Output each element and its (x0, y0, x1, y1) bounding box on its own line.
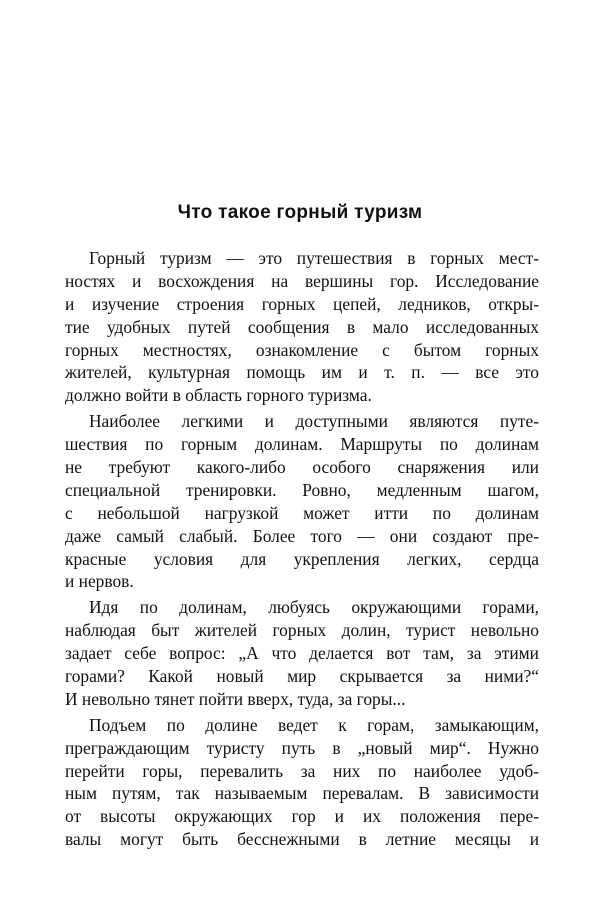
text-line: задает себе вопрос: „А что делается вот там, за этими (65, 643, 539, 664)
text-line: Подъем по долине ведет к горам, замыкающим, (89, 714, 539, 735)
paragraph-4 (65, 714, 539, 851)
text-line: должно войти в область горного туризма. (65, 385, 372, 406)
text-line: не требуют какого-либо особого снаряжения или (65, 457, 539, 478)
text-line: даже самый слабый. Более того — они создают пре- (65, 525, 539, 546)
text-line: ным путям, так называемым перевалам. В зависимости (65, 783, 539, 804)
section-title: Что такое горный туризм (177, 202, 423, 223)
text-line: и нервов. (65, 571, 134, 592)
text-line: валы могут быть бесснежными в летние месяцы и (65, 829, 539, 850)
text-line: горами? Какой новый мир скрывается за ними?“ (65, 666, 539, 687)
text-line: наблюдая быт жителей горных долин, турист невольно (65, 620, 539, 641)
paragraph-1 (65, 247, 539, 407)
text-line: жителей, культурная помощь им и т. п. — все это (65, 362, 539, 383)
text-line: Идя по долинам, любуясь окружающими горами, (89, 597, 539, 618)
text-line: шествия по горным долинам. Маршруты по долинам (65, 434, 539, 455)
text-line: специальной тренировки. Ровно, медленным шагом, (65, 479, 539, 500)
text-line: от высоты окружающих гор и их положения пере- (65, 806, 539, 827)
text-line: красные условия для укрепления легких, сердца (65, 548, 539, 569)
text-line: и изучение строения горных цепей, ледников, откры- (65, 293, 539, 314)
text-line: горных местностях, ознакомление с бытом горных (65, 339, 539, 360)
text-line: ностях и восхождения на вершины гор. Исследование (65, 270, 539, 291)
body-text (65, 247, 539, 854)
paragraph-2 (65, 410, 539, 593)
text-line: тие удобных путей сообщения в мало исследованных (65, 316, 539, 337)
text-line: преграждающим туристу путь в „новый мир“. Нужно (65, 737, 539, 758)
paragraph-3 (65, 596, 539, 710)
text-line: Наиболее легкими и доступными являются путе- (89, 411, 539, 432)
text-line: с небольшой нагрузкой может итти по долинам (65, 502, 539, 523)
text-line: Горный туризм — это путешествия в горных мест- (89, 248, 539, 268)
text-line: перейти горы, перевалить за них по наиболее удоб- (65, 760, 539, 781)
text-line: И невольно тянет пойти вверх, туда, за горы... (65, 688, 406, 709)
